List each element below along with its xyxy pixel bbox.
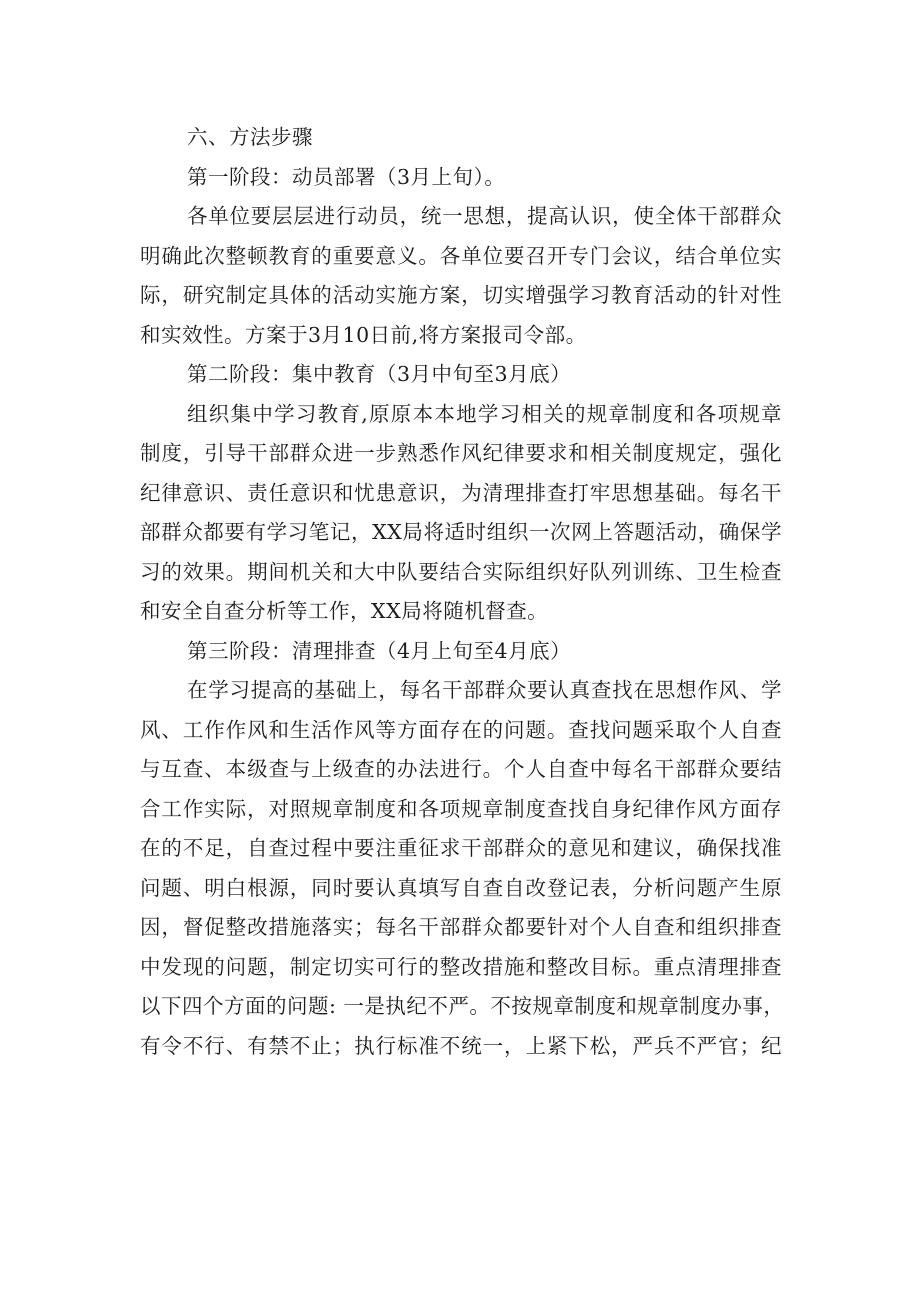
stage2-paragraph-line: 纪律意识、责任意识和忧患意识，为清理排查打牢思想基础。每名干 xyxy=(140,480,782,505)
stage3-paragraph-line: 风、工作作风和生活作风等方面存在的问题。查找问题采取个人自查 xyxy=(140,717,782,742)
stage3-paragraph-line: 合工作实际，对照规章制度和各项规章制度查找自身纪律作风方面存 xyxy=(140,796,782,821)
stage3-paragraph-line: 与互查、本级查与上级查的办法进行。个人自查中每名干部群众要结 xyxy=(140,757,782,781)
stage3-paragraph-line: 有令不行、有禁不止；执行标准不统一，上紧下松，严兵不严官；纪 xyxy=(140,1033,782,1058)
document-body xyxy=(140,118,785,1066)
stage1-paragraph-line: 明确此次整顿教育的重要意义。各单位要召开专门会议，结合单位实 xyxy=(140,243,782,268)
stage2-paragraph-line: 部群众都要有学习笔记，XX局将适时组织一次网上答题活动，确保学 xyxy=(140,520,782,544)
stage3-paragraph-line: 因，督促整改措施落实；每名干部群众都要针对个人自查和组织排查 xyxy=(140,915,782,939)
stage2-paragraph-line: 制度，引导干部群众进一步熟悉作风纪律要求和相关制度规定，强化 xyxy=(140,441,782,465)
stage2-paragraph-line: 组织集中学习教育,原原本本地学习相关的规章制度和各项规章 xyxy=(187,401,782,426)
section-heading: 六、方法步骤 xyxy=(187,125,313,149)
stage3-paragraph-line: 在学习提高的基础上，每名干部群众要认真查找在思想作风、学 xyxy=(187,678,782,702)
stage3-paragraph-line: 以下四个方面的问题: 一是执纪不严。不按规章制度和规章制度办事， xyxy=(140,994,785,1018)
stage1-title: 第一阶段：动员部署（3月上旬）。 xyxy=(187,164,506,189)
stage1-paragraph-line: 际，研究制定具体的活动实施方案，切实增强学习教育活动的针对性 xyxy=(140,283,782,307)
stage2-title: 第二阶段：集中教育（3月中旬至3月底） xyxy=(187,362,572,386)
stage2-paragraph-line: 习的效果。期间机关和大中队要结合实际组织好队列训练、卫生检查 xyxy=(140,559,782,584)
stage3-title: 第三阶段：清理排查（4月上旬至4月底） xyxy=(187,638,572,663)
stage3-paragraph-line: 问题、明白根源，同时要认真填写自查自改登记表，分析问题产生原 xyxy=(140,875,782,900)
stage3-paragraph-line: 在的不足，自查过程中要注重征求干部群众的意见和建议，确保找准 xyxy=(140,836,782,860)
stage3-paragraph-line: 中发现的问题，制定切实可行的整改措施和整改目标。重点清理排查 xyxy=(140,954,782,979)
stage1-paragraph-line: 各单位要层层进行动员，统一思想，提高认识，使全体干部群众 xyxy=(187,204,782,228)
stage2-paragraph-line: 和安全自查分析等工作，XX局将随机督查。 xyxy=(140,599,549,623)
stage1-paragraph-line: 和实效性。方案于3月10日前,将方案报司令部。 xyxy=(140,322,587,347)
